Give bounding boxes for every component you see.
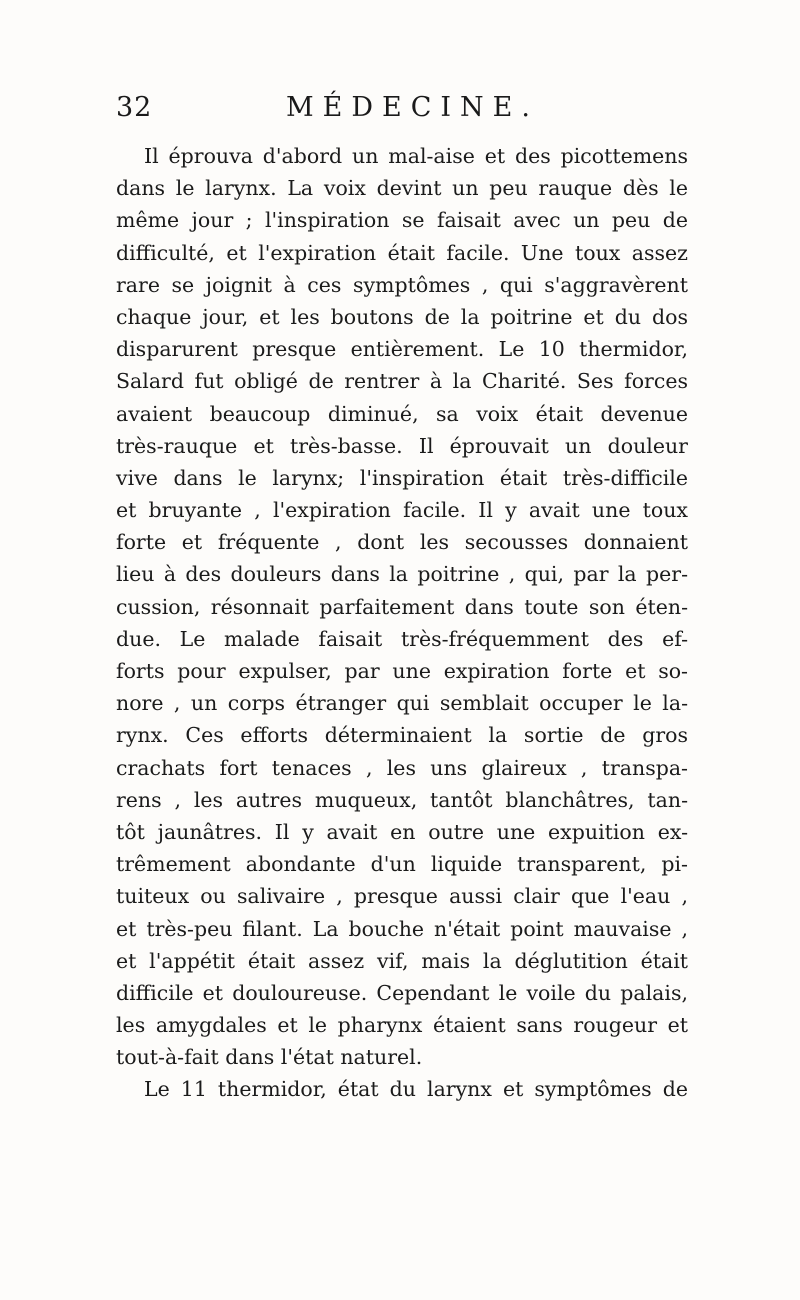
text-line: trêmement abondante d'un liquide transparent, pi-	[116, 852, 688, 877]
text-line: rynx. Ces efforts déterminaient la sortie de gros	[116, 723, 688, 748]
text-line: vive dans le larynx; l'inspiration était très-difficile	[116, 465, 688, 490]
running-title: MÉDECINE.	[286, 92, 539, 123]
text-line: difficulté, et l'expiration était facile. Une toux assez	[116, 240, 688, 265]
text-line: Salard fut obligé de rentrer à la Charité. Ses forces	[116, 369, 688, 394]
page-header	[116, 92, 688, 132]
text-line: lieu à des douleurs dans la poitrine , qui, par la per-	[116, 562, 688, 587]
text-line: les amygdales et le pharynx étaient sans rougeur et	[116, 1013, 688, 1038]
text-line: cussion, résonnait parfaitement dans toute son éten-	[116, 594, 688, 619]
text-line: tôt jaunâtres. Il y avait en outre une expuition ex-	[116, 819, 688, 844]
text-line: et l'appétit était assez vif, mais la déglutition était	[116, 948, 688, 973]
text-line: crachats fort tenaces , les uns glaireux , transpa-	[116, 755, 688, 780]
text-line: due. Le malade faisait très-fréquemment des ef-	[116, 626, 688, 651]
text-line: chaque jour, et les boutons de la poitrine et du dos	[116, 304, 688, 329]
text-line: tout-à-fait dans l'état naturel.	[116, 1045, 423, 1070]
page-number: 32	[116, 92, 153, 123]
text-line: Il éprouva d'abord un mal-aise et des picottemens	[144, 144, 688, 168]
text-line: dans le larynx. La voix devint un peu rauque dès le	[116, 176, 688, 201]
text-line: avaient beaucoup diminué, sa voix était devenue	[116, 401, 688, 426]
text-line: rens , les autres muqueux, tantôt blanchâtres, tan-	[116, 787, 688, 812]
paragraph	[116, 1073, 688, 1105]
text-line: forts pour expulser, par une expiration forte et so-	[116, 659, 688, 683]
text-line: tuiteux ou salivaire , presque aussi clair que l'eau ,	[116, 884, 688, 909]
body-text	[116, 140, 688, 1106]
text-line: très-rauque et très-basse. Il éprouvait un douleur	[116, 433, 688, 458]
text-line: rare se joignit à ces symptômes , qui s'aggravèrent	[116, 272, 688, 297]
text-line: Le 11 thermidor, état du larynx et symptômes de	[144, 1077, 688, 1102]
text-line: et très-peu filant. La bouche n'était point mauvaise ,	[116, 916, 688, 941]
text-line: et bruyante , l'expiration facile. Il y avait une toux	[116, 498, 688, 523]
text-line: difficile et douloureuse. Cependant le voile du palais,	[116, 980, 688, 1005]
text-line: nore , un corps étranger qui semblait occuper le la-	[116, 691, 688, 716]
text-line: même jour ; l'inspiration se faisait avec un peu de	[116, 208, 688, 233]
text-line: disparurent presque entièrement. Le 10 thermidor,	[116, 337, 688, 362]
paragraph	[116, 140, 688, 1073]
text-line: forte et fréquente , dont les secousses donnaient	[116, 530, 688, 555]
